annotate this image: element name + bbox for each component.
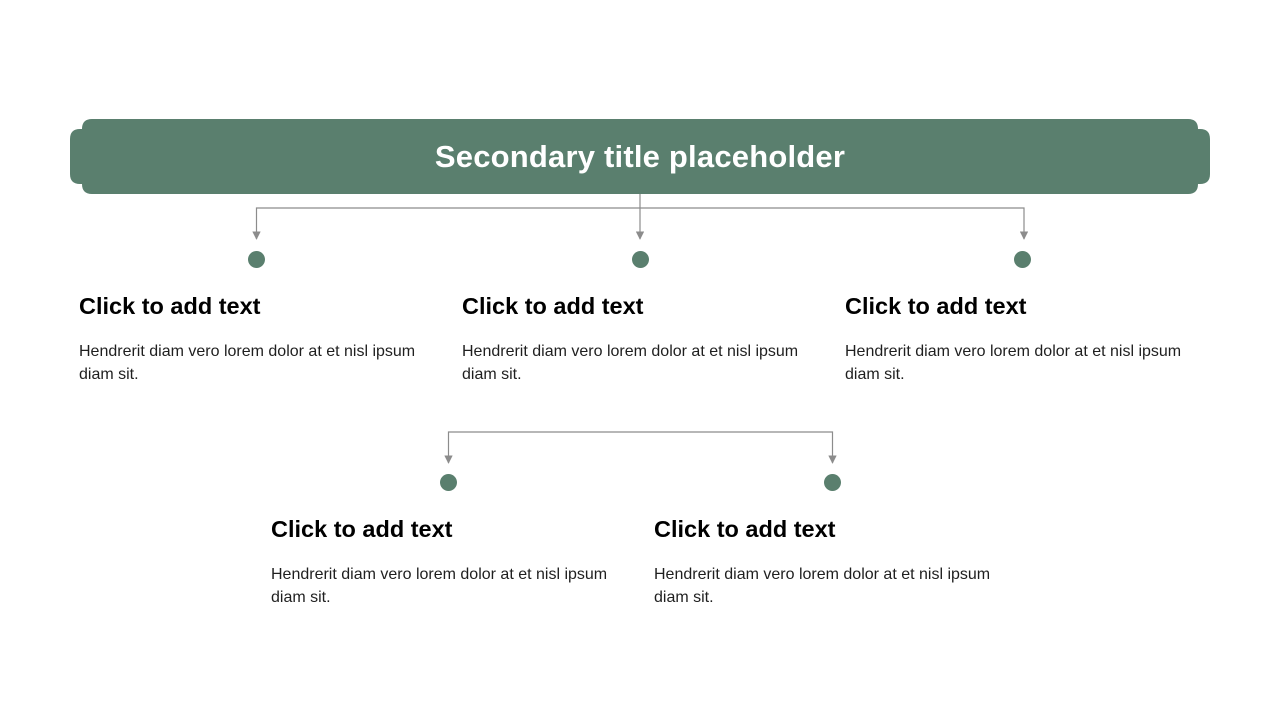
text-card <box>462 292 812 386</box>
text-card <box>845 292 1195 386</box>
card-body[interactable]: Hendrerit diam vero lorem dolor at et nisl ipsum diam sit. <box>462 343 799 383</box>
connector-bottom-left <box>449 432 641 463</box>
card-heading[interactable]: Click to add text <box>271 516 453 542</box>
node-dot-2 <box>632 251 649 268</box>
card-body[interactable]: Hendrerit diam vero lorem dolor at et nisl ipsum diam sit. <box>654 566 991 606</box>
card-heading[interactable]: Click to add text <box>654 516 836 542</box>
card-body[interactable]: Hendrerit diam vero lorem dolor at et nisl ipsum diam sit. <box>845 343 1182 383</box>
text-card <box>271 515 621 609</box>
banner-title[interactable]: Secondary title placeholder <box>434 138 846 174</box>
card-heading[interactable]: Click to add text <box>462 293 644 319</box>
node-dot-5 <box>824 474 841 491</box>
node-dot-3 <box>1014 251 1031 268</box>
text-card <box>654 515 1004 609</box>
card-body[interactable]: Hendrerit diam vero lorem dolor at et nisl ipsum diam sit. <box>79 343 416 383</box>
card-heading[interactable]: Click to add text <box>845 293 1027 319</box>
node-dot-1 <box>248 251 265 268</box>
connector-bottom-right <box>640 432 833 463</box>
text-card <box>79 292 429 386</box>
card-heading[interactable]: Click to add text <box>79 293 261 319</box>
node-dot-4 <box>440 474 457 491</box>
connector-right <box>640 208 1024 239</box>
connector-left <box>257 208 641 239</box>
card-body[interactable]: Hendrerit diam vero lorem dolor at et nisl ipsum diam sit. <box>271 566 608 606</box>
